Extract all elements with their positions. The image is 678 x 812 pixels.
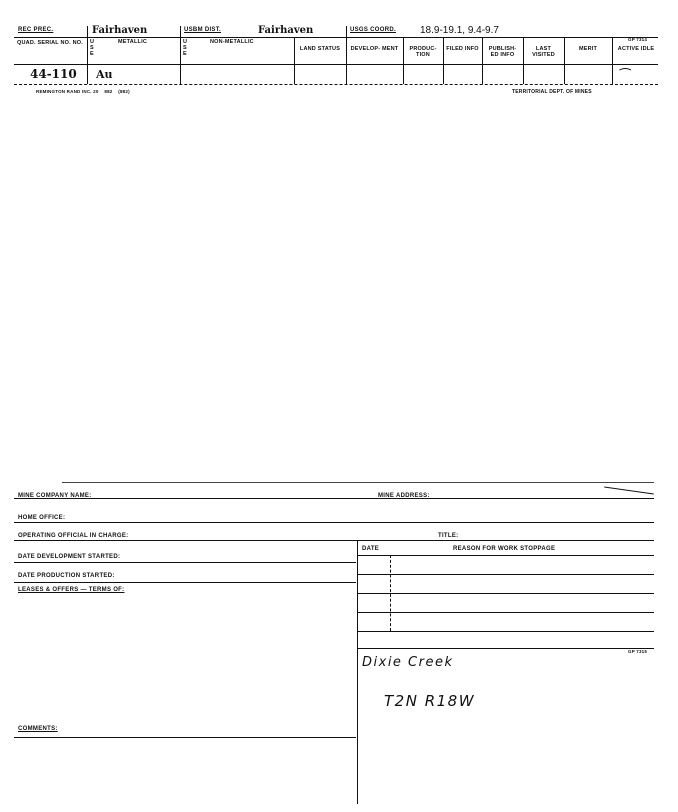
reason-stoppage-label: REASON FOR WORK STOPPAGE	[453, 546, 556, 552]
col-active-idle: ACTIVE IDLE	[617, 46, 655, 52]
rule-company	[14, 498, 654, 499]
mine-address-label: MINE ADDRESS:	[378, 493, 430, 499]
quad-serial-value: 44-110	[30, 67, 77, 81]
col-published-info: PUBLISH- ED INFO	[488, 46, 517, 58]
divider	[443, 37, 444, 84]
divider	[403, 37, 404, 84]
rule-date-header	[358, 555, 654, 556]
col-land-status: LAND STATUS	[299, 46, 341, 52]
divider	[346, 26, 347, 84]
comments-label: COMMENTS:	[18, 726, 58, 732]
header-rule	[14, 37, 658, 38]
operating-official-label: OPERATING OFFICIAL IN CHARGE:	[18, 533, 129, 539]
rule-comments	[14, 737, 356, 738]
leases-offers-label: LEASES & OFFERS — TERMS OF:	[18, 587, 125, 593]
printer-imprint: REMINGTON RAND INC. 20 882 (882)	[36, 89, 130, 94]
handwritten-location: Dixie Creek	[362, 655, 454, 670]
center-divider	[357, 540, 358, 804]
active-idle-mark: ⁀	[620, 68, 631, 83]
metallic-value: Au	[96, 68, 113, 81]
rule-prod-started	[14, 582, 356, 583]
mine-company-name-label: MINE COMPANY NAME:	[18, 493, 92, 499]
col-nonmetallic-use: U S E	[183, 39, 188, 57]
col-metallic: METALLIC	[118, 39, 147, 45]
title-label: TITLE:	[438, 533, 459, 539]
col-filed-info: FILED INFO	[446, 46, 479, 52]
col-production: PRODUC- TION	[409, 46, 437, 58]
form-number-bottom: GP 7315	[628, 649, 648, 654]
date-divider	[390, 555, 391, 631]
date-label: DATE	[362, 546, 380, 552]
divider	[294, 37, 295, 84]
divider	[87, 26, 88, 84]
rule-stoppage-2	[358, 593, 654, 594]
rule-official	[14, 540, 654, 541]
rule-stoppage-4	[358, 631, 654, 632]
rule-stoppage-3	[358, 612, 654, 613]
col-development: DEVELOP- MENT	[350, 46, 399, 52]
usbm-dist-label: USBM DIST.	[184, 27, 222, 33]
divider	[564, 37, 565, 84]
rule-stoppage-1	[358, 574, 654, 575]
col-last-visited: LAST VISITED	[532, 46, 555, 58]
divider	[523, 37, 524, 84]
date-development-started-label: DATE DEVELOPMENT STARTED:	[18, 554, 121, 560]
divider	[180, 26, 181, 84]
card-edge	[62, 482, 654, 483]
usgs-coord-label: USGS COORD.	[350, 27, 396, 33]
divider	[482, 37, 483, 84]
date-production-started-label: DATE PRODUCTION STARTED:	[18, 573, 115, 579]
handwritten-township-range: T2N R18W	[384, 692, 476, 710]
divider	[612, 37, 613, 84]
home-office-label: HOME OFFICE:	[18, 515, 66, 521]
rule-stoppage-5	[358, 648, 654, 649]
rule-home-office	[14, 522, 654, 523]
usbm-dist-value: Fairhaven	[258, 25, 314, 36]
col-merit: MERIT	[578, 46, 598, 52]
row-bottom-rule	[14, 84, 658, 85]
usgs-coord-value: 18.9-19.1, 9.4-9.7	[420, 25, 499, 36]
col-nonmetallic: NON-METALLIC	[210, 39, 254, 45]
rec-prec-label: REC PREC.	[18, 27, 54, 33]
edge-mark	[604, 487, 654, 495]
col-metallic-use: U S E	[90, 39, 95, 57]
rec-prec-value: Fairhaven	[92, 25, 148, 36]
rule-dev-started	[14, 562, 356, 563]
column-header-rule	[14, 64, 658, 65]
col-quad-serial: QUAD. SERIAL NO. NO.	[17, 40, 83, 46]
department-imprint: TERRITORIAL DEPT. OF MINES	[512, 89, 592, 95]
form-number-top: GP 7314	[628, 37, 648, 42]
